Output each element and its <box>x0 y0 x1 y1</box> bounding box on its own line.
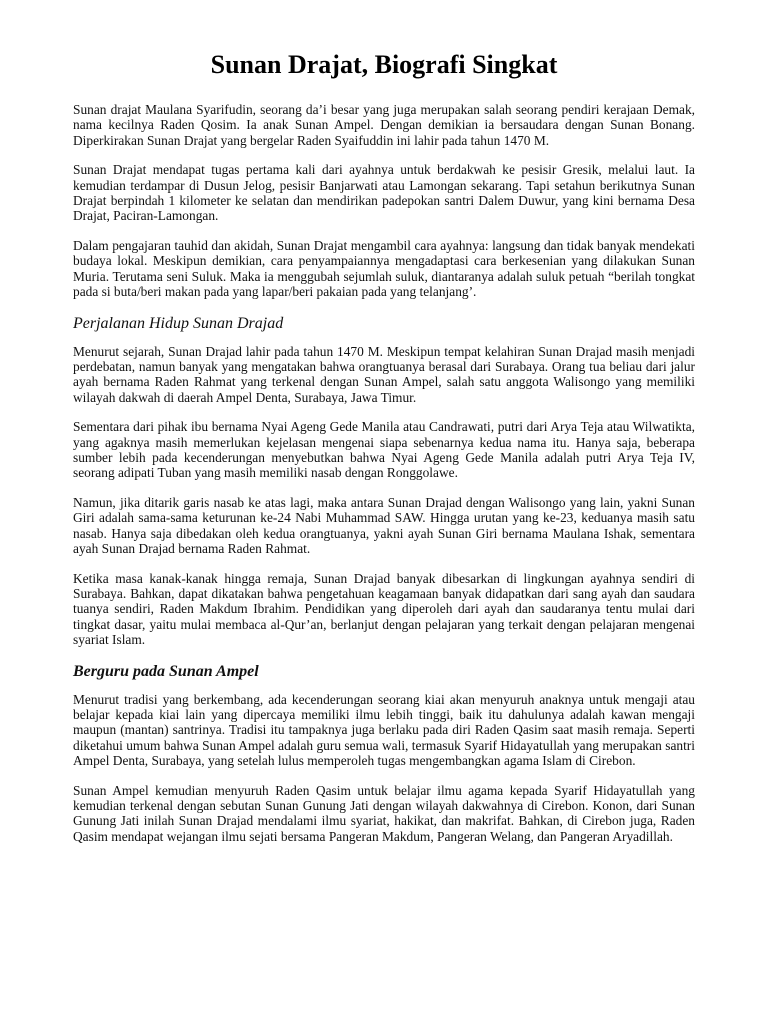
section-heading-perjalanan: Perjalanan Hidup Sunan Drajad <box>73 314 284 332</box>
section1-paragraph-4: Ketika masa kanak-kanak hingga remaja, Sunan Drajad banyak dibesarkan di lingkungan ayahnya sendiri di Surabaya. Bahkan, dapat dikatakan bahwa pengetahuan keagamaan banyak didapatkan dari sang ayah dan saudara tuanya sendiri, Raden Makdum Ibrahim. Pendidikan yang diperoleh dari ayah dan saudaranya tentu mulai dari tingkat dasar, yaitu mulai membaca al-Qur’an, berlanjut dengan pelajaran yang terkait dengan pelajaran mengenai syariat Islam. <box>73 570 695 648</box>
intro-paragraph-3: Dalam pengajaran tauhid dan akidah, Sunan Drajat mengambil cara ayahnya: langsung dan tidak banyak mendekati budaya lokal. Meskipun demikian, cara penyampaiannya mengadaptasi cara berkesenian yang dilakukan Sunan Muria. Terutama seni Suluk. Maka ia menggubah sejumlah suluk, diantaranya adalah suluk petuah “berilah tongkat pada si buta/beri makan pada yang lapar/beri pakaian pada yang telanjang’. <box>73 238 695 299</box>
section-heading-berguru: Berguru pada Sunan Ampel <box>73 662 259 680</box>
section1-paragraph-1: Menurut sejarah, Sunan Drajad lahir pada tahun 1470 M. Meskipun tempat kelahiran Sunan Drajad masih menjadi perdebatan, namun banyak yang mengatakan bahwa orangtuanya berasal dari Surabaya. Orang tua beliau dari jalur ayah bernama Raden Rahmat yang terkenal dengan Sunan Ampel, salah satu anggota Walisongo yang memiliki wilayah dakwah di daerah Ampel Denta, Surabaya, Jawa Timur. <box>73 343 695 405</box>
section1-paragraph-3: Namun, jika ditarik garis nasab ke atas lagi, maka antara Sunan Drajad dengan Walisongo yang lain, yakni Sunan Giri adalah sama-sama keturunan ke-24 Nabi Muhammad SAW. Hingga urutan yang ke-23, keduanya masih satu nasab. Hanya saja dibedakan oleh kedua orangtuanya, yakni ayah Sunan Giri bernama Maulana Ishak, sementara ayah Sunan Drajad bernama Raden Rahmat. <box>73 495 695 557</box>
intro-paragraph-2: Sunan Drajat mendapat tugas pertama kali dari ayahnya untuk berdakwah ke pesisir Gresik, melalui laut. Ia kemudian terdampar di Dusun Jelog, pesisir Banjarwati atau Lamongan sekarang. Tapi setahun berikutnya Sunan Drajat berpindah 1 kilometer ke selatan dan mendirikan padepokan santri Dalem Duwur, yang kini bernama Desa Drajat, Paciran-Lamongan. <box>73 162 695 224</box>
section2-paragraph-2: Sunan Ampel kemudian menyuruh Raden Qasim untuk belajar ilmu agama kepada Syarif Hidayatullah yang kemudian terkenal dengan sebutan Sunan Gunung Jati dengan wilayah dakwahnya di Cirebon. Konon, dari Sunan Gunung Jati inilah Sunan Drajad mendalami ilmu syariat, hakikat, dan makrifat. Bahkan, di Cirebon juga, Raden Qasim mendapat wejangan ilmu sejati bersama Pangeran Makdum, Pangeran Welang, dan Pangeran Aryadillah. <box>73 782 695 844</box>
intro-paragraph-1: Sunan drajat Maulana Syarifudin, seorang da’i besar yang juga merupakan salah seorang pendiri kerajaan Demak, nama kecilnya Raden Qosim. Ia anak Sunan Ampel. Dengan demikian ia bersaudara dengan Sunan Bonang. Diperkirakan Sunan Drajat yang bergelar Raden Syaifuddin ini lahir pada tahun 1470 M. <box>73 102 695 148</box>
section1-paragraph-2: Sementara dari pihak ibu bernama Nyai Ageng Gede Manila atau Candrawati, putri dari Arya Teja atau Wilwatikta, yang agaknya masih memerlukan kejelasan mengenai siapa sebenarnya kedua nama itu. Hanya saja, beberapa sumber lebih pada kecenderungan menyebutkan bahwa Nyai Ageng Gede Manila adalah putri Arya Teja IV, seorang adipati Tuban yang masih memiliki nasab dengan Ronggolawe. <box>73 419 695 481</box>
document-title: Sunan Drajat, Biografi Singkat <box>210 50 558 79</box>
section2-paragraph-1: Menurut tradisi yang berkembang, ada kecenderungan seorang kiai akan menyuruh anaknya untuk mengaji atau belajar kepada kiai lain yang dipercaya memiliki ilmu lebih tinggi, baik itu dahulunya adalah kawan mengaji maupun (mantan) santrinya. Tradisi itu tampaknya juga berlaku pada diri Raden Qasim saat masih remaja. Seperti diketahui umum bahwa Sunan Ampel adalah guru semua wali, termasuk Syarif Hidayatullah yang merupakan santri Ampel Denta, Surabaya, yang setelah lulus memperoleh tugas mengembangkan agama Islam di Cirebon. <box>73 691 695 768</box>
